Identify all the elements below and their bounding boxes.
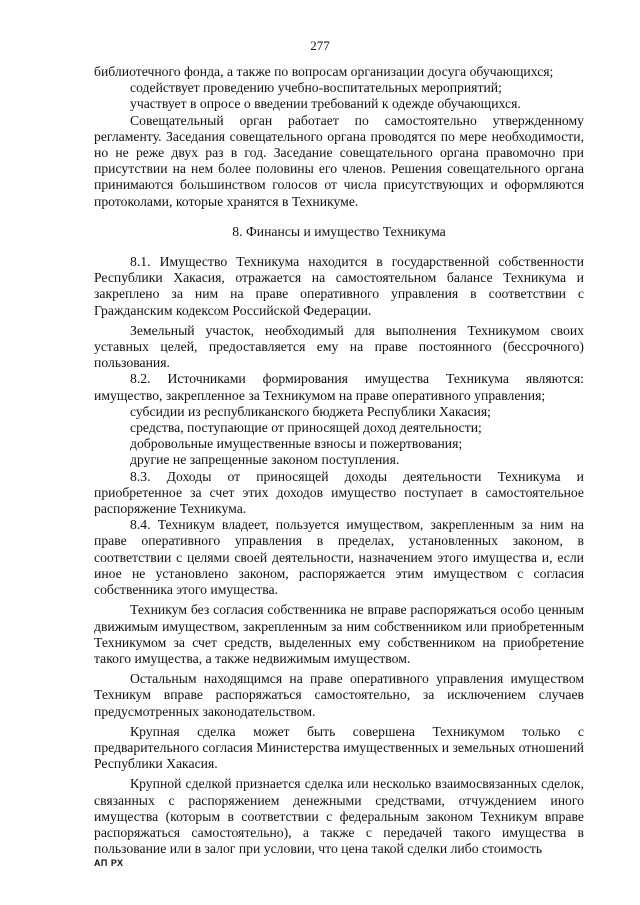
paragraph: Техникум без согласия собственника не вправе распоряжаться особо ценным движимым имуществом, закрепленным за ним собственником или приобретенным Техникумом за счет средств, выделенных ему собственником на приобретение такого имущества, а также недвижимым имуществом.	[94, 602, 584, 666]
paragraph: Крупной сделкой признается сделка или несколько взаимосвязанных сделок, связанных с распоряжением денежными средствами, отчуждением иного имущества (которым в соответствии с федеральным законом Техникум вправе распоряжаться самостоятельно), а также с передачей такого имущества в пользование или в залог при условии, что цена такой сделки либо стоимость	[94, 776, 584, 857]
paragraph: Совещательный орган работает по самостоятельно утвержденному регламенту. Заседания совещательного органа проводятся по мере необходимости, но не реже двух раз в год. Заседание совещательного органа правомочно при присутствии на нем более половины его членов. Решения совещательного органа принимаются большинством голосов от числа присутствующих и оформляются протоколами, которые хранятся в Техникуме.	[94, 112, 584, 209]
paragraph: Остальным находящимся на праве оперативного управления имуществом Техникум вправе распоряжаться самостоятельно, за исключением случаев предусмотренных законодательством.	[94, 671, 584, 719]
paragraph: 8.4. Техникум владеет, пользуется имуществом, закрепленным за ним на праве оперативного управления в пределах, установленных законом, в соответствии с целями своей деятельности, назначением этого имущества и, если иное не установлено законом, распоряжается этим имуществом с согласия собственника этого имущества.	[94, 517, 584, 598]
section-heading: 8. Финансы и имущество Техникума	[232, 223, 446, 239]
paragraph: 8.1. Имущество Техникума находится в государственной собственности Республики Хакасия, отражается на самостоятельном балансе Техникума и закреплено за ним на праве оперативного управления в соответствии с Гражданским кодексом Российской Федерации.	[94, 254, 584, 318]
paragraph: 8.2. Источниками формирования имущества Техникума являются: имущество, закрепленное за Техникумом на праве оперативного управления;	[94, 371, 584, 403]
page-number: 277	[310, 38, 330, 53]
paragraph: библиотечного фонда, а также по вопросам организации досуга обучающихся;	[94, 64, 554, 79]
paragraph: добровольные имущественные взносы и пожертвования;	[130, 436, 463, 452]
document-body	[94, 64, 584, 857]
footer-stamp: АП РХ	[94, 858, 124, 868]
paragraph: 8.3. Доходы от приносящей доходы деятельности Техникума и приобретенное за счет этих доходов имущество поступает в самостоятельное распоряжение Техникума.	[94, 468, 584, 517]
paragraph: Земельный участок, необходимый для выполнения Техникумом своих уставных целей, предоставляется ему на праве постоянного (бессрочного) пользования.	[94, 322, 584, 371]
paragraph: участвует в опросе о введении требований к одежде обучающихся.	[130, 96, 521, 112]
paragraph: средства, поступающие от приносящей доход деятельности;	[130, 420, 482, 436]
paragraph: субсидии из республиканского бюджета Республики Хакасия;	[130, 403, 491, 419]
paragraph: Крупная сделка может быть совершена Техникумом только с предварительного согласия Министерства имущественных и земельных отношений Республики Хакасия.	[94, 723, 584, 772]
paragraph: содействует проведению учебно-воспитательных мероприятий;	[130, 80, 502, 96]
paragraph: другие не запрещенные законом поступления.	[130, 452, 400, 468]
